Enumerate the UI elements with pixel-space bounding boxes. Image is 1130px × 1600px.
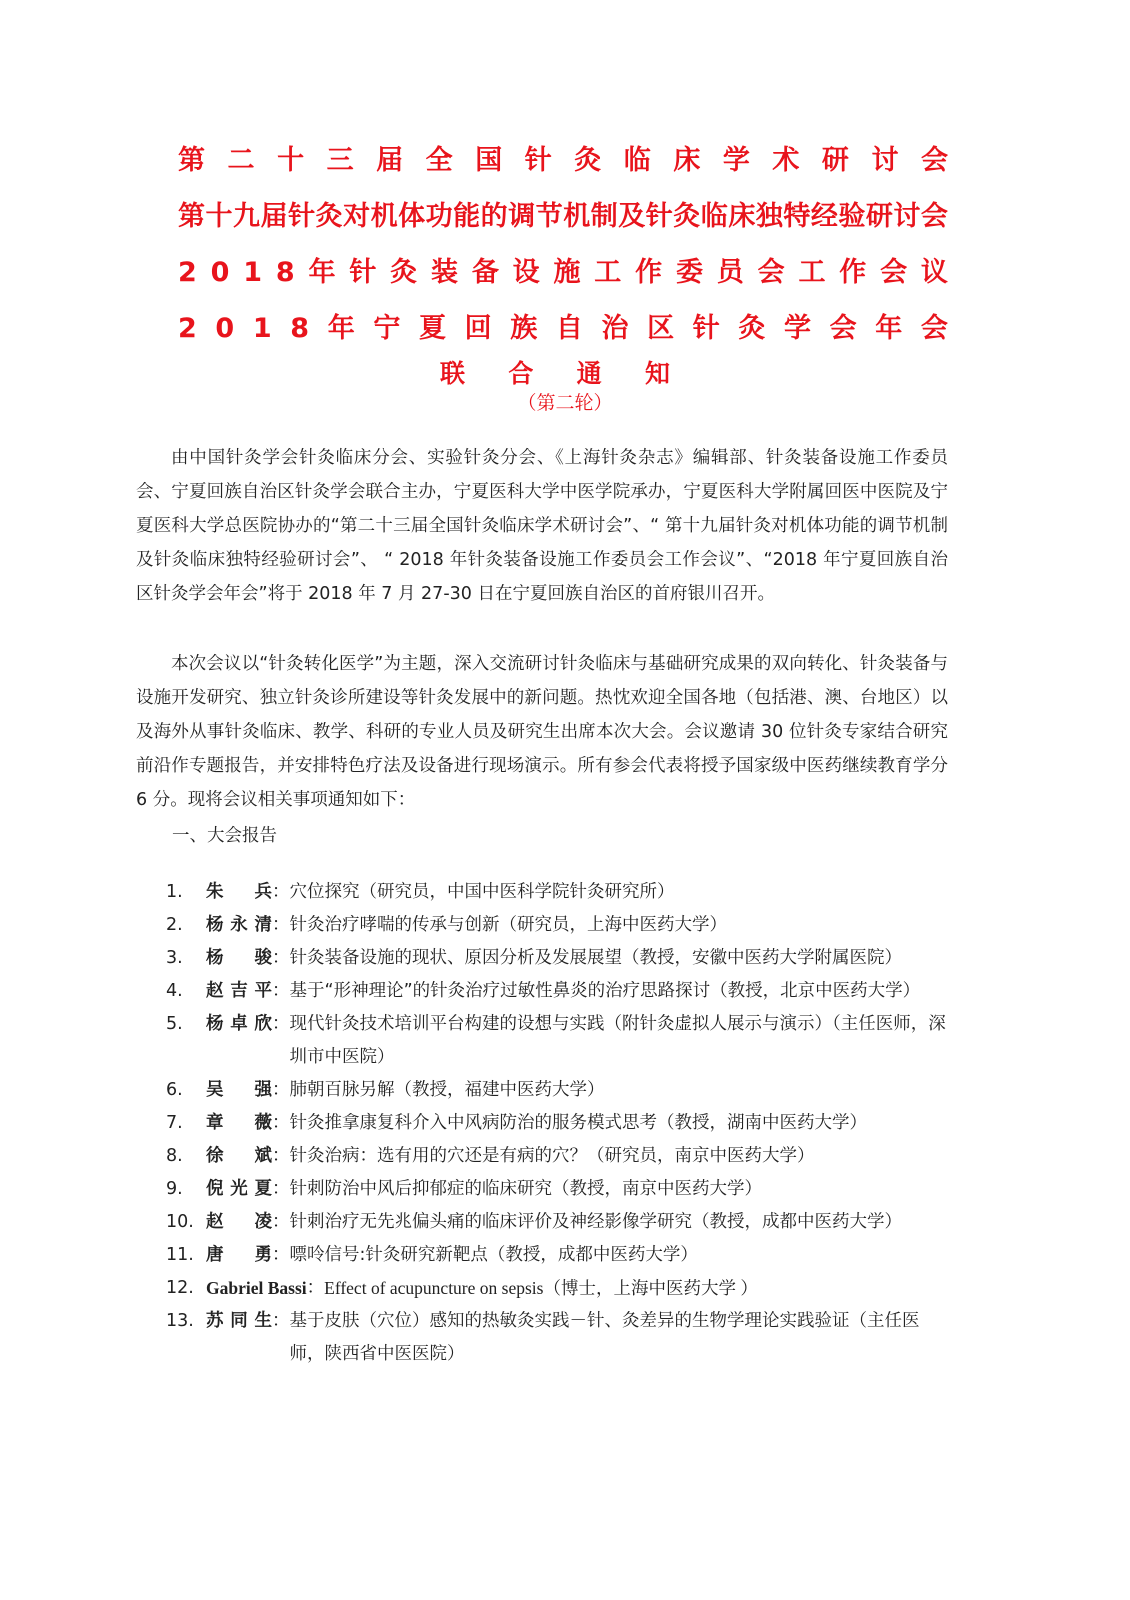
report-title: 针灸推拿康复科介入中风病防治的服务模式思考（教授，湖南中医药大学） [289,1113,867,1133]
item-number: 4. [166,981,183,1001]
colon: ： [272,948,290,968]
intro-paragraph: 由中国针灸学会针灸临床分会、实验针灸分会、《上海针灸杂志》编辑部、针灸装备设施工作委员会、宁夏回族自治区针灸学会联合主办，宁夏医科大学中医学院承办，宁夏医科大学附属回医中医院及宁夏医科大学总医院协办的“第二十三届全国针灸临床学术研讨会”、“ 第十九届针灸对机体功能的调节机制及针灸临床独特经验研讨会”、 “ 2018 年针灸装备设施工作委员会工作会议”、“2018 年宁夏回族自治区针灸学会年会”将于 2018 年 7 月 27-30 日在宁夏回族自治区的首府银川召开。 [136,448,948,604]
speaker-name: 章 薇 [206,1113,272,1133]
item-number: 8. [166,1146,183,1166]
list-item [160,975,950,1008]
speaker-name: 杨 骏 [206,948,272,968]
colon: ： [272,1212,290,1232]
colon: ： [306,1278,325,1298]
report-title: 穴位探究（研究员，中国中医科学院针灸研究所） [289,882,675,902]
item-number: 9. [166,1179,183,1199]
colon: ： [272,882,290,902]
item-number: 2. [166,915,183,935]
list-item [160,1140,950,1173]
list-item [160,876,950,909]
theme-paragraph: 本次会议以“针灸转化医学”为主题，深入交流研讨针灸临床与基础研究成果的双向转化、针灸装备与设施开发研究、独立针灸诊所建设等针灸发展中的新问题。热忱欢迎全国各地（包括港、澳、台地区）以及海外从事针灸临床、教学、科研的专业人员及研究生出席本次大会。会议邀请 30 位针灸专家结合研究前沿作专题报告，并安排特色疗法及设备进行现场演示。所有参会代表将授予国家级中医药继续教育学分 6 分。现将会议相关事项通知如下： [136,654,948,810]
colon: ： [272,1113,290,1133]
report-title: 肺朝百脉另解（教授，福建中医药大学） [289,1080,605,1100]
item-number: 6. [166,1080,183,1100]
item-number: 13. [166,1311,194,1331]
list-item [160,1272,950,1305]
round-label: （第二轮） [517,392,613,414]
report-title: 基于“形神理论”的针灸治疗过敏性鼻炎的治疗思路探讨（教授，北京中医药大学） [289,981,921,1001]
item-number: 12. [166,1278,194,1298]
speaker-name: 赵吉平 [206,981,272,1001]
report-title: 嘌呤信号:针灸研究新靶点（教授，成都中医药大学） [289,1245,698,1265]
speaker-name: 杨卓欣 [206,1014,272,1034]
item-number: 11. [166,1245,194,1265]
title-line-3: 2 0 1 8 年 针 灸 装 备 设 施 工 作 委 员 会 工 作 会 议 [178,257,948,288]
colon: ： [272,1179,290,1199]
list-item [160,1173,950,1206]
list-item [160,909,950,942]
colon: ： [272,1245,290,1265]
speaker-name: Gabriel Bassi [206,1278,307,1298]
item-number: 5. [166,1014,183,1034]
colon: ： [272,1146,290,1166]
report-title: 基于皮肤（穴位）感知的热敏灸实践－针、灸差异的生物学理论实践验证（主任医师，陕西省中医医院） [289,1311,920,1364]
report-title: 针灸治疗哮喘的传承与创新（研究员，上海中医药大学） [289,915,727,935]
list-item [160,1239,950,1272]
colon: ： [272,981,290,1001]
list-item [160,1008,950,1074]
title-line-4: 2 0 1 8 年 宁 夏 回 族 自 治 区 针 灸 学 会 年 会 [178,313,948,344]
title-line-2: 第 十 九 届 针 灸 对 机 体 功 能 的 调 节 机 制 及 针 灸 临 床 独 特 经 验 研 讨 会 [178,201,948,232]
list-item [160,1305,950,1371]
speaker-name: 徐 斌 [206,1146,272,1166]
speaker-name: 倪光夏 [206,1179,272,1199]
item-number: 3. [166,948,183,968]
title-block [178,133,948,357]
report-title: 现代针灸技术培训平台构建的设想与实践（附针灸虚拟人展示与演示）（主任医师，深圳市中医院） [289,1014,946,1067]
report-title: 针灸治病：选有用的穴还是有病的穴？（研究员，南京中医药大学） [289,1146,815,1166]
speaker-name: 赵 凌 [206,1212,272,1232]
colon: ： [272,915,290,935]
list-item [160,1107,950,1140]
speaker-name: 唐 勇 [206,1245,272,1265]
title-line-1: 第 二 十 三 届 全 国 针 灸 临 床 学 术 研 讨 会 [178,145,948,176]
notice-subtitle: 联 合 通 知 [440,359,670,388]
list-item [160,1074,950,1107]
report-title: 针灸装备设施的现状、原因分析及发展展望（教授，安徽中医药大学附属医院） [289,948,902,968]
report-list [160,876,950,1371]
report-title: 针刺防治中风后抑郁症的临床研究（教授，南京中医药大学） [289,1179,762,1199]
speaker-name: 朱 兵 [206,882,272,902]
speaker-name: 苏同生 [206,1311,272,1331]
speaker-name: 吴 强 [206,1080,272,1100]
section-heading: 一、大会报告 [172,826,277,846]
item-number: 1. [166,882,183,902]
report-title: Effect of acupuncture on sepsis（博士，上海中医药大学 ） [324,1278,758,1298]
list-item [160,1206,950,1239]
item-number: 10. [166,1212,194,1232]
item-number: 7. [166,1113,183,1133]
speaker-name: 杨永清 [206,915,272,935]
list-item [160,942,950,975]
report-title: 针刺治疗无先兆偏头痛的临床评价及神经影像学研究（教授，成都中医药大学） [289,1212,902,1232]
colon: ： [272,1080,290,1100]
colon: ： [272,1014,290,1034]
colon: ： [272,1311,290,1331]
